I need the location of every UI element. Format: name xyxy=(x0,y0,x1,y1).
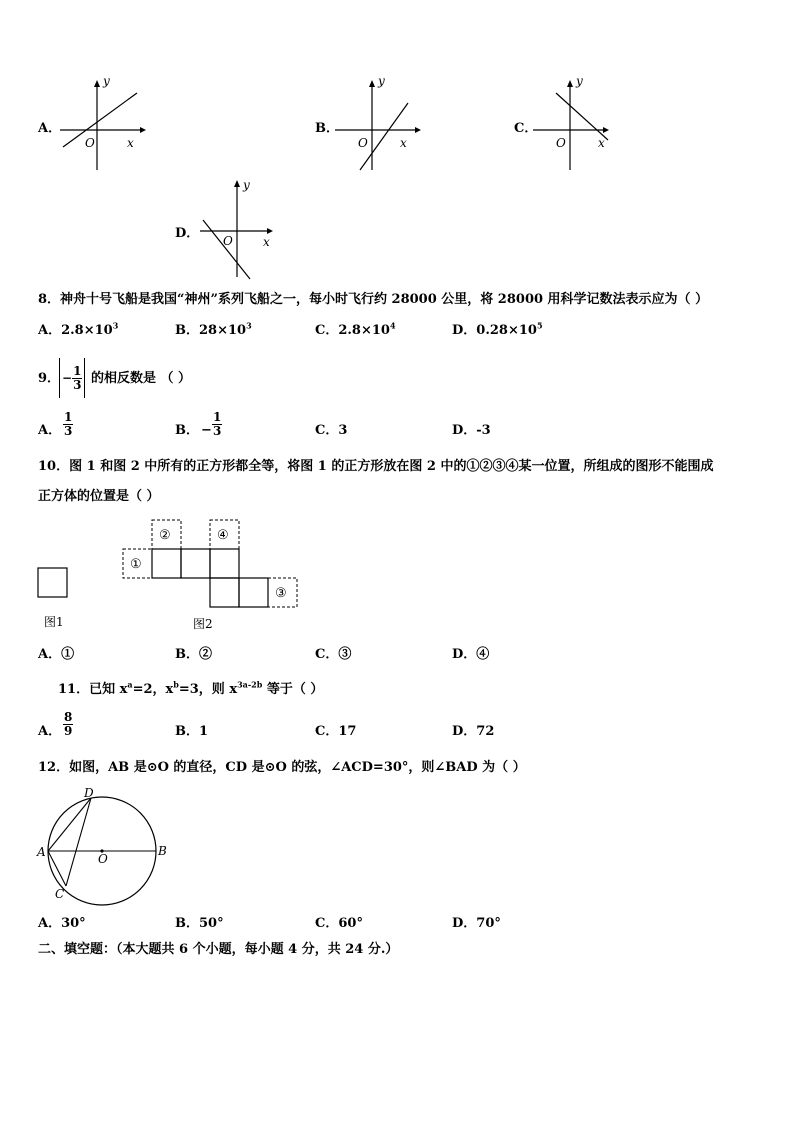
q7-option-d-letter: D． xyxy=(175,226,200,241)
origin-label: O xyxy=(85,136,95,150)
point-d-label: D xyxy=(84,786,94,800)
q7-graph-c xyxy=(528,75,623,175)
fig1-label: 图1 xyxy=(44,615,64,629)
q12-circle-figure xyxy=(32,782,182,907)
q12-option-c: C．60° xyxy=(315,916,363,931)
q9-option-b-sign: − xyxy=(201,423,212,438)
fig1-square xyxy=(38,568,67,597)
q9-fraction: $\frac{1}{3}$ xyxy=(73,363,82,392)
y-axis-label: y xyxy=(378,75,385,88)
q9-number: 9． xyxy=(38,371,61,386)
q8-option-b: B．$28\times 10^3$ xyxy=(175,320,252,338)
q11-option-a-fraction: $\frac{8}{9}$ xyxy=(64,710,73,738)
q10-option-b: B．② xyxy=(175,647,213,662)
svg-text:①: ① xyxy=(130,557,142,572)
y-axis-label: y xyxy=(576,75,583,88)
q9-suffix: 的相反数是 （ ） xyxy=(91,371,192,386)
point-a-label: A xyxy=(37,845,46,859)
section-2-title: 二、填空题：（本大题共 6 个小题，每小题 4 分，共 24 分.） xyxy=(38,942,399,957)
origin-label: O xyxy=(556,136,566,150)
q8-option-a: A．$2.8\times 10^3$ xyxy=(38,320,119,338)
svg-text:④: ④ xyxy=(217,528,229,543)
x-axis-label: x xyxy=(127,136,134,150)
q9-inner-sign: − xyxy=(62,371,73,385)
x-axis-label: x xyxy=(598,136,605,150)
q10-figures xyxy=(30,512,320,637)
q8-option-d: D．$0.28\times 10^5$ xyxy=(452,320,543,338)
fig2-label: 图2 xyxy=(193,617,213,631)
x-axis-label: x xyxy=(263,235,270,249)
q10-stem-line1: 10．图 1 和图 2 中所有的正方形都全等，将图 1 的正方形放在图 2 中的①②③④某一位置，所组成的图形不能围成 xyxy=(38,459,714,474)
q9-option-b-letter: B． xyxy=(175,423,199,438)
q11-option-d: D．72 xyxy=(452,724,495,739)
q7-option-c-letter: C． xyxy=(514,121,538,136)
point-c-label: C xyxy=(55,887,65,901)
q7-option-a-letter: A． xyxy=(38,121,62,136)
q11-stem: 11．已知 $x^a=2$，$x^b=3$，则 $x^{3a-2b}$ 等于（ ） xyxy=(58,679,324,697)
q10-stem-line2: 正方体的位置是（ ） xyxy=(38,489,160,504)
origin-label: O xyxy=(223,234,233,248)
q8-stem: 8．神舟十号飞船是我国“神州”系列飞船之一，每小时飞行约 28000 公里，将 28000 用科学记数法表示应为（ ） xyxy=(38,292,709,307)
q9-option-a-letter: A． xyxy=(38,423,62,438)
q9-option-d: D．-3 xyxy=(452,423,491,438)
q9-option-c: C．3 xyxy=(315,423,348,438)
q9-option-a-fraction: $\frac{1}{3}$ xyxy=(64,410,73,438)
q7-graph-b xyxy=(330,75,425,175)
q10-option-c: C．③ xyxy=(315,647,352,662)
q12-option-d: D．70° xyxy=(452,916,501,931)
q11-option-b: B．1 xyxy=(175,724,209,739)
y-axis-label: y xyxy=(103,75,110,88)
q8-option-c: C．$2.8\times 10^4$ xyxy=(315,320,396,338)
q7-graph-d xyxy=(195,175,285,283)
q9-option-b-fraction: $\frac{1}{3}$ xyxy=(213,410,222,438)
svg-text:②: ② xyxy=(159,528,171,543)
point-o-label: O xyxy=(98,852,108,866)
q12-stem: 12．如图，AB 是⊙O 的直径，CD 是⊙O 的弦，∠ACD=30°，则∠BAD 为（ ） xyxy=(38,760,526,775)
q7-option-b-letter: B． xyxy=(315,121,339,136)
q10-option-a: A．① xyxy=(38,647,75,662)
q11-option-a-letter: A． xyxy=(38,724,62,739)
point-b-label: B xyxy=(158,844,167,858)
origin-label: O xyxy=(358,136,368,150)
q7-graph-a xyxy=(55,75,150,175)
q9-absolute-value xyxy=(59,358,85,398)
svg-text:③: ③ xyxy=(275,586,287,601)
q12-option-a: A．30° xyxy=(38,916,86,931)
x-axis-label: x xyxy=(400,136,407,150)
y-axis-label: y xyxy=(243,178,250,192)
q12-option-b: B．50° xyxy=(175,916,224,931)
q11-option-c: C．17 xyxy=(315,724,357,739)
q10-option-d: D．④ xyxy=(452,647,490,662)
